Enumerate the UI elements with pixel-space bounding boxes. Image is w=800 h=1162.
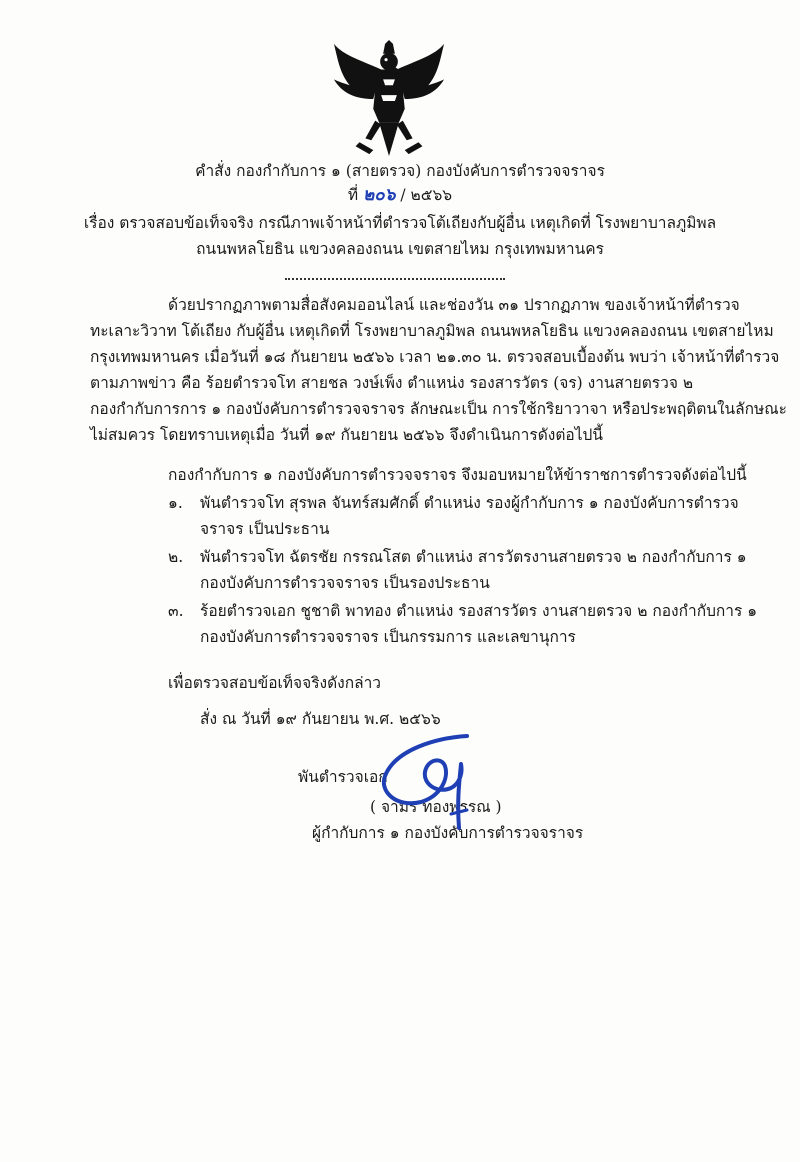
- order-number-suffix: / ๒๕๖๖: [400, 186, 453, 204]
- member-1-line-2: จราจร เป็นประธาน: [200, 520, 330, 538]
- order-number: [0, 184, 800, 206]
- order-date: สั่ง ณ วันที่ ๑๙ กันยายน พ.ศ. ๒๕๖๖: [200, 710, 441, 728]
- signer-position: ผู้กำกับการ ๑ กองบังคับการตำรวจจราจร: [312, 824, 584, 842]
- member-2-line-1: พันตำรวจโท ฉัตรชัย กรรณโสต ตำแหน่ง สารวัตรงานสายตรวจ ๒ กองกำกับการ ๑: [200, 548, 747, 566]
- member-3-line-2: กองบังคับการตำรวจจราจร เป็นกรรมการ และเลขานุการ: [200, 628, 576, 646]
- member-3-line-1: ร้อยตำรวจเอก ชูชาติ พาทอง ตำแหน่ง รองสารวัตร งานสายตรวจ ๒ กองกำกับการ ๑: [200, 602, 758, 620]
- member-1-number: ๑.: [168, 494, 183, 512]
- order-number-prefix: ที่: [347, 186, 359, 204]
- order-title: คำสั่ง กองกำกับการ ๑ (สายตรวจ) กองบังคับการตำรวจจราจร: [195, 162, 605, 180]
- member-2-line-2: กองบังคับการตำรวจจราจร เป็นรองประธาน: [200, 574, 490, 592]
- para1-line-6: ไม่สมควร โดยทราบเหตุเมื่อ วันที่ ๑๙ กันยายน ๒๕๖๖ จึงดำเนินการดังต่อไปนี้: [90, 426, 603, 444]
- signer-name: ( จามร ทองพรรณ ): [370, 798, 502, 816]
- para1-line-5: กองกำกับการการ ๑ กองบังคับการตำรวจจราจร ลักษณะเป็น การใช้กริยาวาจา หรือประพฤติตนในลักษณะ: [90, 400, 787, 418]
- para1-line-3: กรุงเทพมหานคร เมื่อวันที่ ๑๘ กันยายน ๒๕๖๖ เวลา ๒๑.๓๐ น. ตรวจสอบเบื้องต้น พบว่า เจ้าหน้าที่ตำรวจ: [90, 348, 780, 366]
- para1-line-2: ทะเลาะวิวาท โต้เถียง กับผู้อื่น เหตุเกิดที่ โรงพยาบาลภูมิพล ถนนพหลโยธิน แขวงคลองถนน เขตสายไหม: [90, 322, 774, 340]
- dotted-separator: [285, 278, 505, 280]
- para1-line-1: ด้วยปรากฏภาพตามสื่อสังคมออนไลน์ และช่องวัน ๓๑ ปรากฏภาพ ของเจ้าหน้าที่ตำรวจ: [168, 296, 740, 314]
- member-3-number: ๓.: [168, 602, 184, 620]
- signer-rank: พันตำรวจเอก: [298, 768, 388, 786]
- garuda-emblem-icon: [330, 40, 448, 158]
- subject-line-2: ถนนพหลโยธิน แขวงคลองถนน เขตสายไหม กรุงเทพมหานคร: [196, 240, 604, 258]
- assignment-intro: กองกำกับการ ๑ กองบังคับการตำรวจจราจร จึงมอบหมายให้ข้าราชการตำรวจดังต่อไปนี้: [168, 466, 747, 484]
- member-2-number: ๒.: [168, 548, 184, 566]
- handwritten-signature: [375, 728, 495, 838]
- para1-line-4: ตามภาพข่าว คือ ร้อยตำรวจโท สายชล วงษ์เพ็ง ตำแหน่ง รองสารวัตร (จร) งานสายตรวจ ๒: [90, 374, 694, 392]
- order-number-handwritten: ๒๐๖: [363, 185, 396, 205]
- purpose-text: เพื่อตรวจสอบข้อเท็จจริงดังกล่าว: [168, 674, 382, 692]
- member-1-line-1: พันตำรวจโท สุรพล จันทร์สมศักดิ์ ตำแหน่ง รองผู้กำกับการ ๑ กองบังคับการตำรวจ: [200, 494, 739, 512]
- subject-line-1: เรื่อง ตรวจสอบข้อเท็จจริง กรณีภาพเจ้าหน้าที่ตำรวจโต้เถียงกับผู้อื่น เหตุเกิดที่ โรงพยาบาลภูมิพล: [83, 214, 717, 232]
